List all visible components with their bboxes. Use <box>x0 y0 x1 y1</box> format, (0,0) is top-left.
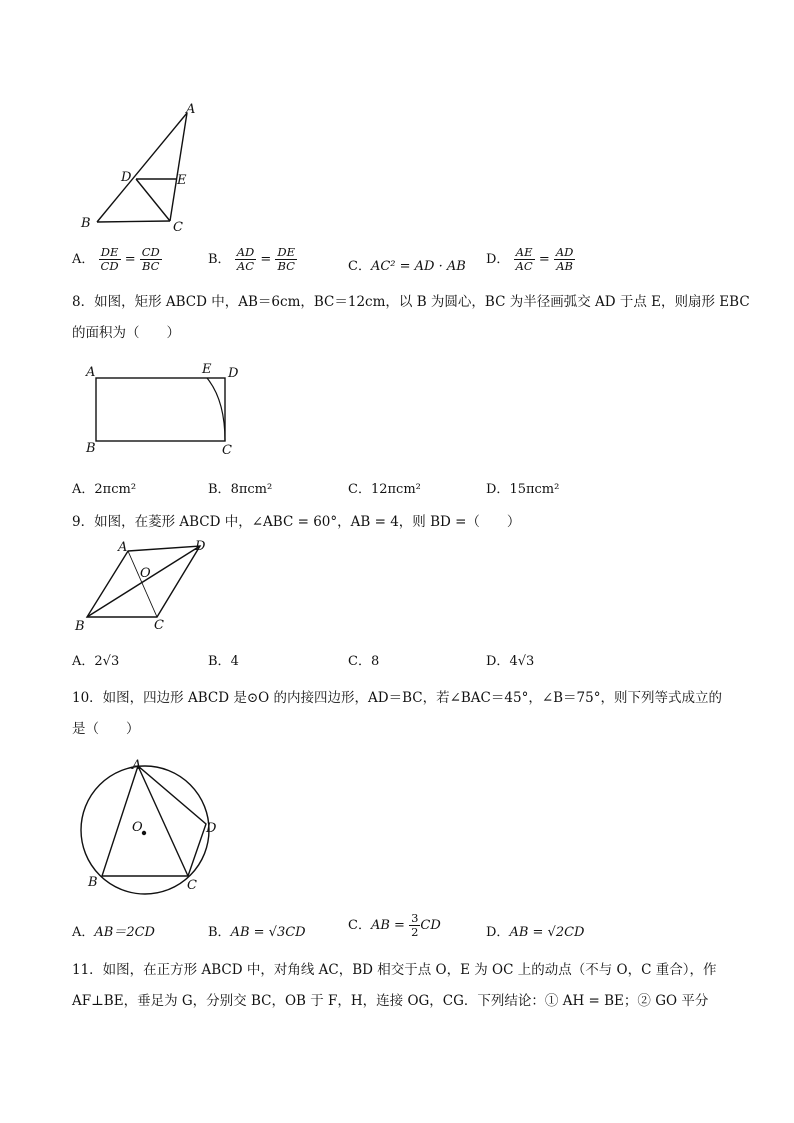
q9-label-d: D <box>195 539 206 554</box>
q9-label-o: O <box>140 566 151 581</box>
q10-stem-line2: 是（ ） <box>72 721 140 737</box>
q7-option-b[interactable]: B． $\frac{AD}{AC}$ = $\frac{DE}{BC}$ <box>208 245 296 273</box>
q8-rectangle-figure <box>80 360 250 460</box>
q7-option-a[interactable]: A． $\frac{DE}{CD}$ = $\frac{CD}{BC}$ <box>72 245 160 273</box>
q10-label-b: B <box>88 875 98 890</box>
q10-stem-line1: 10．如图，四边形 ABCD 是⊙O 的内接四边形，AD＝BC，若∠BAC＝45°，∠B＝75°，则下列等式成立的 <box>72 690 722 706</box>
q10-label-o: O <box>132 820 143 835</box>
q10-option-a[interactable]: A．AB＝2CD <box>72 925 155 940</box>
q9-option-b[interactable]: B．4 <box>208 654 239 669</box>
q7-option-d[interactable]: D． $\frac{AE}{AC}$ = $\frac{AD}{AB}$ <box>486 245 574 273</box>
q10-circle-figure <box>72 752 232 898</box>
q8-label-d: D <box>228 366 239 381</box>
q7-label-e: E <box>177 173 187 188</box>
q9-stem-line1: 9．如图，在菱形 ABCD 中，∠ABC = 60°，AB = 4，则 BD =（ ） <box>72 514 521 530</box>
q10-label-a: A <box>132 758 142 773</box>
q10-option-d[interactable]: D．AB = √2CD <box>486 925 585 940</box>
q10-label-c: C <box>187 878 197 893</box>
q11-stem-line1: 11．如图，在正方形 ABCD 中，对角线 AC，BD 相交于点 O，E 为 OC 上的动点（不与 O，C 重合），作 <box>72 962 717 978</box>
q7-label-d: D <box>121 170 132 185</box>
q9-label-b: B <box>75 619 85 634</box>
q11-stem-line2: AF⊥BE，垂足为 G，分别交 BC，OB 于 F，H，连接 OG，CG．下列结论：① AH = BE；② GO 平分 <box>72 993 709 1009</box>
q8-option-a[interactable]: A．2πcm² <box>72 482 137 497</box>
q8-label-a: A <box>86 365 96 380</box>
q7-option-c[interactable]: C．AC² = AD · AB <box>348 259 466 274</box>
q8-stem-line1: 8．如图，矩形 ABCD 中，AB＝6cm，BC＝12cm，以 B 为圆心，BC 为半径画弧交 AD 于点 E，则扇形 EBC <box>72 294 750 310</box>
q10-option-b[interactable]: B．AB = √3CD <box>208 925 306 940</box>
q7-triangle-figure <box>70 96 210 236</box>
q9-option-c[interactable]: C．8 <box>348 654 380 669</box>
q9-rhombus-figure <box>70 535 220 635</box>
q9-option-d[interactable]: D．4√3 <box>486 654 535 669</box>
q9-label-c: C <box>154 618 164 633</box>
q7-label-a: A <box>186 102 196 117</box>
q9-option-a[interactable]: A．2√3 <box>72 654 120 669</box>
q8-stem-line2: 的面积为（ ） <box>72 325 180 341</box>
q8-label-c: C <box>222 443 232 458</box>
q8-option-b[interactable]: B．8πcm² <box>208 482 273 497</box>
q10-label-d: D <box>206 821 217 836</box>
q7-label-b: B <box>81 216 91 231</box>
q10-option-c[interactable]: C．AB = $\frac{3}{2}$ CD <box>348 911 441 939</box>
q8-option-d[interactable]: D．15πcm² <box>486 482 560 497</box>
q9-label-a: A <box>118 540 128 555</box>
q7-label-c: C <box>173 220 183 235</box>
q8-label-e: E <box>202 362 212 377</box>
q8-label-b: B <box>86 441 96 456</box>
q8-option-c[interactable]: C．12πcm² <box>348 482 421 497</box>
